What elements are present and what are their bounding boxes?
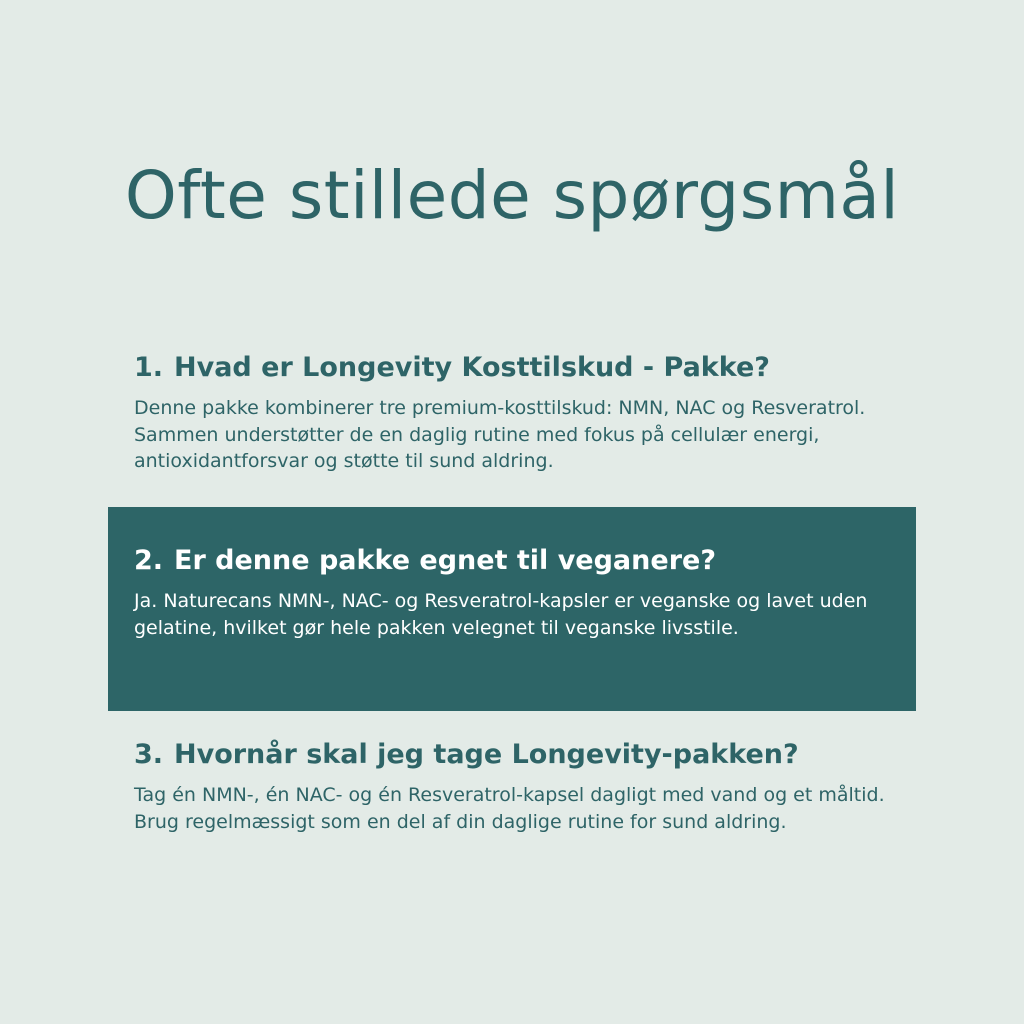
faq-question-text: Hvad er Longevity Kosttilskud - Pakke? xyxy=(174,352,770,383)
faq-answer: Ja. Naturecans NMN-, NAC- og Resveratrol-kapsler er veganske og lavet uden gelatine, hvilket gør hele pakken velegnet til veganske livsstile. xyxy=(134,590,868,639)
faq-question-text: Hvornår skal jeg tage Longevity-pakken? xyxy=(174,739,799,770)
faq-question xyxy=(134,737,896,772)
faq-question xyxy=(134,543,896,578)
page-title: Ofte stillede spørgsmål xyxy=(124,157,900,234)
faq-number: 2. xyxy=(134,545,164,576)
faq-number: 3. xyxy=(134,739,164,770)
faq-answer: Denne pakke kombinerer tre premium-kosttilskud: NMN, NAC og Resveratrol. Sammen understøtter de en daglig rutine med fokus på cellulær energi, antioxidantforsvar og støtte til sund aldring. xyxy=(134,397,866,473)
faq-question xyxy=(134,350,896,385)
faq-item-2-highlighted xyxy=(108,507,916,711)
faq-item-3 xyxy=(108,737,916,835)
faq-question-text: Er denne pakke egnet til veganere? xyxy=(174,545,716,576)
faq-item-1 xyxy=(108,350,916,475)
faq-answer: Tag én NMN-, én NAC- og én Resveratrol-kapsel dagligt med vand og et måltid. Brug regelmæssigt som en del af din daglige rutine for sund aldring. xyxy=(134,784,885,833)
faq-number: 1. xyxy=(134,352,164,383)
